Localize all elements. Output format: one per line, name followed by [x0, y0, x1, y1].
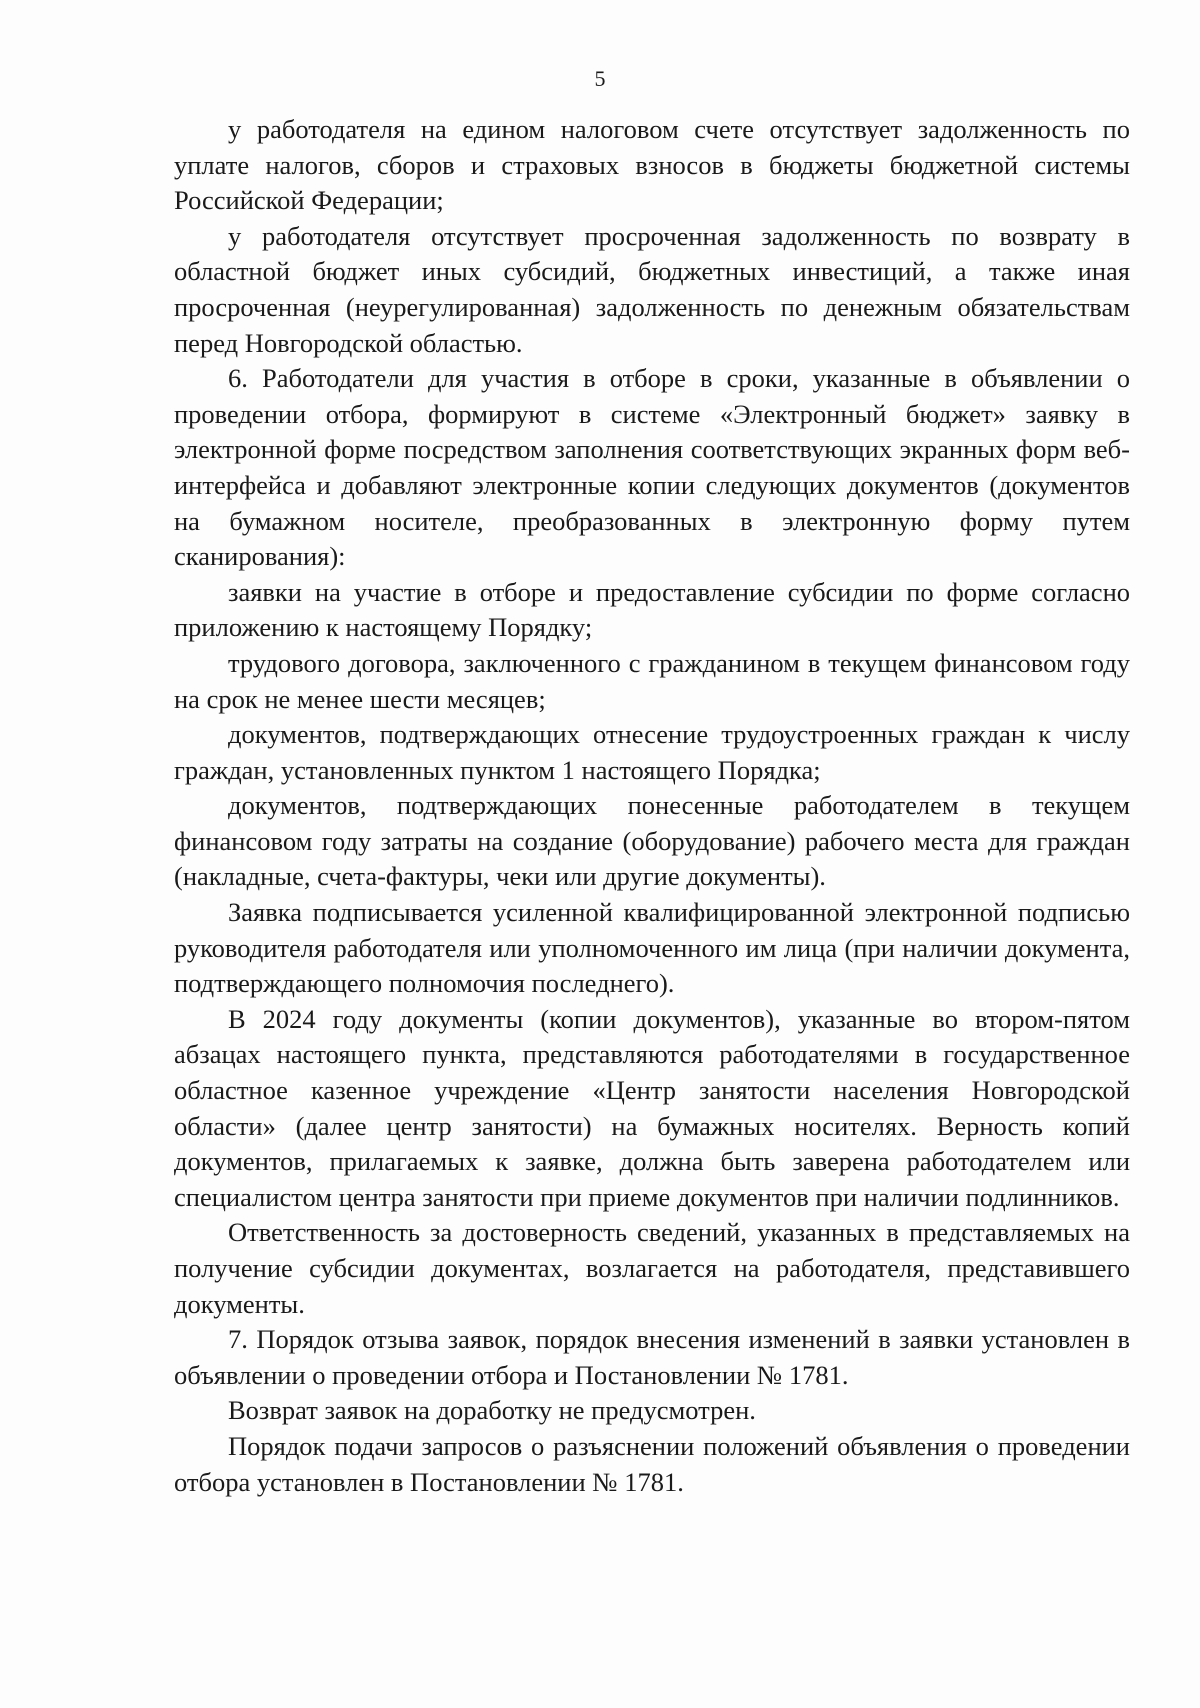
paragraph-item-7: 7. Порядок отзыва заявок, порядок внесения изменений в заявки установлен в объявлении о проведении отбора и Постановлении № 1781. [174, 1324, 1130, 1390]
paragraph-clarification-requests: Порядок подачи запросов о разъяснении положений объявления о проведении отбора установлен в Постановлении № 1781. [174, 1430, 1130, 1497]
paragraph-no-return: Возврат заявок на доработку не предусмотрен. [228, 1395, 756, 1426]
page-number: 5 [594, 66, 606, 91]
paragraph-citizen-documents: документов, подтверждающих отнесение трудоустроенных граждан к числу граждан, установленных пунктом 1 настоящего Порядка; [174, 719, 1130, 785]
paragraph-signature: Заявка подписывается усиленной квалифицированной электронной подписью руководителя работодателя или уполномоченного им лица (при наличии документа, подтверждающего полномочия последнего). [174, 897, 1130, 999]
paragraph-labor-contract: трудового договора, заключенного с гражданином в текущем финансовом году на срок не менее шести месяцев; [174, 647, 1130, 714]
paragraph-item-6: 6. Работодатели для участия в отборе в сроки, указанные в объявлении о проведении отбора, формируют в системе «Электронный бюджет» заявку в электронной форме посредством заполнения соответствующих экранных форм веб-интерфейса и добавляют электронные копии следующих документов (документов на бумажном носителе, преобразованных в электронную форму путем сканирования): [174, 363, 1130, 572]
paragraph-tax-debt: у работодателя на едином налоговом счете отсутствует задолженность по уплате налогов, сборов и страховых взносов в бюджеты бюджетной системы Российской Федерации; [174, 114, 1130, 216]
paragraph-application-form: заявки на участие в отборе и предоставление субсидии по форме согласно приложению к настоящему Порядку; [174, 576, 1130, 643]
paragraph-overdue-debt: у работодателя отсутствует просроченная задолженность по возврату в областной бюджет иных субсидий, бюджетных инвестиций, а также иная просроченная (неурегулированная) задолженность по денежным обязательствам перед Новгородской областью. [174, 220, 1130, 358]
paragraph-responsibility: Ответственность за достоверность сведений, указанных в представляемых на получение субсидии документах, возлагается на работодателя, представившего документы. [174, 1217, 1130, 1319]
document-body [174, 112, 1130, 1500]
paragraph-expense-documents: документов, подтверждающих понесенные работодателем в текущем финансовом году затраты на создание (оборудование) рабочего места для граждан (накладные, счета-фактуры, чеки или другие документы). [174, 790, 1130, 892]
paragraph-2024-documents: В 2024 году документы (копии документов), указанные во втором-пятом абзацах настоящего пункта, представляются работодателями в государственное областное казенное учреждение «Центр занятости населения Новгородской области» (далее центр занятости) на бумажных носителях. Верность копий документов, прилагаемых к заявке, должна быть заверена работодателем или специалистом центра занятости при приеме документов при наличии подлинников. [174, 1003, 1130, 1212]
